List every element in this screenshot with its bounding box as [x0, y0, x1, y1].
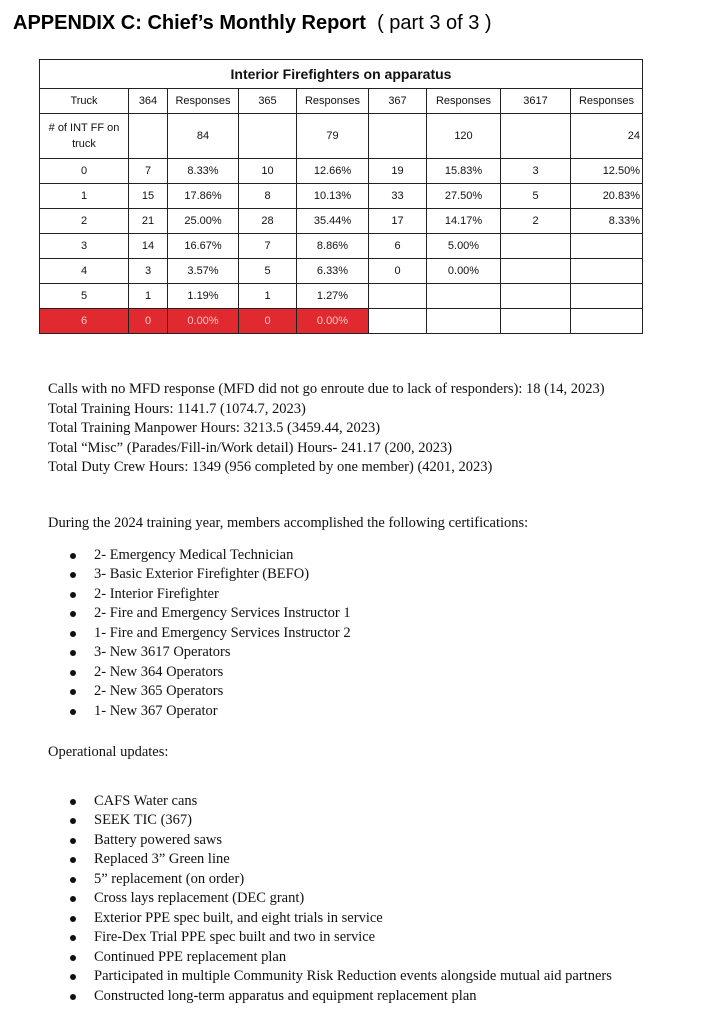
- bullet-icon: [70, 670, 76, 676]
- column-header: 367: [369, 89, 427, 114]
- column-header: Responses: [427, 89, 501, 114]
- table-cell: 6.33%: [297, 259, 369, 284]
- list-item-text: Cross lays replacement (DEC grant): [94, 890, 305, 906]
- table-cell: 33: [369, 184, 427, 209]
- list-item-text: 1- New 367 Operator: [94, 702, 218, 719]
- bullet-icon: [70, 689, 76, 695]
- list-item: [48, 565, 528, 585]
- table-cell: [369, 309, 427, 334]
- table-cell: 0: [129, 309, 168, 334]
- list-item: [48, 909, 612, 929]
- table-cell: 5: [40, 284, 129, 309]
- table-cell: 5.00%: [427, 234, 501, 259]
- list-item-text: 2- New 364 Operators: [94, 663, 224, 680]
- column-header: Responses: [571, 89, 643, 114]
- list-item-text: Fire-Dex Trial PPE spec built and two in service: [94, 929, 376, 945]
- table-cell: 1: [40, 184, 129, 209]
- int-ff-total: [501, 114, 571, 159]
- table-cell: 27.50%: [427, 184, 501, 209]
- bullet-icon: [70, 994, 76, 1000]
- table-cell: 1.19%: [168, 284, 239, 309]
- table-cell: 16.67%: [168, 234, 239, 259]
- table-cell: [501, 309, 571, 334]
- table-row: [40, 159, 643, 184]
- table-cell: 15: [129, 184, 168, 209]
- table-cell: 8: [239, 184, 297, 209]
- table-cell: 35.44%: [297, 209, 369, 234]
- table-cell: 0.00%: [297, 309, 369, 334]
- certifications-section: [48, 514, 528, 721]
- list-item: [48, 585, 528, 605]
- list-item: [48, 663, 528, 683]
- list-item: [48, 811, 612, 831]
- table-cell: 20.83%: [571, 184, 643, 209]
- bullet-icon: [70, 709, 76, 715]
- operational-heading: Operational updates:: [48, 744, 169, 760]
- table-cell: 5: [239, 259, 297, 284]
- bullet-icon: [70, 818, 76, 824]
- list-item: [48, 792, 612, 812]
- interior-firefighters-table: [39, 59, 643, 334]
- list-item: [48, 987, 612, 1007]
- table-cell: 6: [369, 234, 427, 259]
- list-item: [48, 889, 612, 909]
- table-title: Interior Firefighters on apparatus: [40, 60, 643, 89]
- table-cell: 0: [40, 159, 129, 184]
- list-item-text: Battery powered saws: [94, 831, 223, 848]
- list-item-text: 2- New 365 Operators: [94, 683, 224, 699]
- table-cell: 8.33%: [168, 159, 239, 184]
- list-item: [48, 546, 528, 566]
- int-ff-total: 84: [168, 114, 239, 159]
- table-cell: 6: [40, 309, 129, 334]
- operational-list: [48, 792, 612, 1007]
- int-ff-label: # of INT FF on truck: [40, 114, 129, 159]
- list-item-text: CAFS Water cans: [94, 792, 198, 809]
- list-item-text: 1- Fire and Emergency Services Instructor 2: [94, 624, 351, 641]
- bullet-icon: [70, 650, 76, 656]
- bullet-icon: [70, 935, 76, 941]
- column-header: 3617: [501, 89, 571, 114]
- table-cell: 0.00%: [168, 309, 239, 334]
- table-cell: 3.57%: [168, 259, 239, 284]
- list-item: [48, 643, 528, 663]
- table-cell: 4: [40, 259, 129, 284]
- table-row: [40, 284, 643, 309]
- column-header: Responses: [297, 89, 369, 114]
- list-item-text: Continued PPE replacement plan: [94, 948, 287, 965]
- table-cell: 17: [369, 209, 427, 234]
- table-cell: 3: [40, 234, 129, 259]
- column-header: 364: [129, 89, 168, 114]
- bullet-icon: [70, 857, 76, 863]
- table-cell: 1: [239, 284, 297, 309]
- list-item-text: Participated in multiple Community Risk Reduction events alongside mutual aid partners: [94, 968, 612, 984]
- table-cell: [369, 284, 427, 309]
- bullet-icon: [70, 877, 76, 883]
- table-cell: 5: [501, 184, 571, 209]
- table-row: [40, 259, 643, 284]
- list-item: [48, 967, 612, 987]
- bullet-icon: [70, 799, 76, 805]
- list-item: [48, 850, 612, 870]
- stat-line: Total “Misc” (Parades/Fill-in/Work detail) Hours- 241.17 (200, 2023): [48, 439, 453, 456]
- table-cell: 7: [239, 234, 297, 259]
- list-item-text: 2- Interior Firefighter: [94, 585, 219, 602]
- page-title: [13, 12, 492, 35]
- table-cell: 14.17%: [427, 209, 501, 234]
- table-cell: 17.86%: [168, 184, 239, 209]
- table-cell: 28: [239, 209, 297, 234]
- table-cell: 2: [40, 209, 129, 234]
- bullet-icon: [70, 974, 76, 980]
- list-item-text: 3- Basic Exterior Firefighter (BEFO): [94, 566, 310, 582]
- table-cell: 25.00%: [168, 209, 239, 234]
- list-item: [48, 624, 528, 644]
- table-cell: 10: [239, 159, 297, 184]
- bullet-icon: [70, 631, 76, 637]
- list-item: [48, 870, 612, 890]
- list-item-text: Replaced 3” Green line: [94, 851, 230, 867]
- table-cell: 21: [129, 209, 168, 234]
- list-item-text: Constructed long-term apparatus and equipment replacement plan: [94, 987, 477, 1004]
- stats-block: [48, 380, 605, 478]
- table-cell: 12.66%: [297, 159, 369, 184]
- table-cell: 10.13%: [297, 184, 369, 209]
- table-cell: 15.83%: [427, 159, 501, 184]
- list-item-text: SEEK TIC (367): [94, 812, 193, 828]
- table-cell: 1: [129, 284, 168, 309]
- table-cell: 12.50%: [571, 159, 643, 184]
- table-cell: [571, 259, 643, 284]
- table-cell: [501, 284, 571, 309]
- bullet-icon: [70, 838, 76, 844]
- column-header: Truck: [40, 89, 129, 114]
- int-ff-total: [129, 114, 168, 159]
- bullet-icon: [70, 955, 76, 961]
- table-cell: [501, 259, 571, 284]
- int-ff-total: [369, 114, 427, 159]
- table-cell: [571, 284, 643, 309]
- table-row: [40, 309, 643, 334]
- int-ff-total: 24: [571, 114, 643, 159]
- table-cell: 0: [239, 309, 297, 334]
- list-item: [48, 702, 528, 722]
- table-cell: 8.33%: [571, 209, 643, 234]
- list-item: [48, 604, 528, 624]
- list-item: [48, 948, 612, 968]
- table-cell: 0.00%: [427, 259, 501, 284]
- stat-line: Calls with no MFD response (MFD did not go enroute due to lack of responders): 18 (14, 2023): [48, 381, 605, 397]
- table-cell: 14: [129, 234, 168, 259]
- table-row: [40, 234, 643, 259]
- table-cell: 19: [369, 159, 427, 184]
- certifications-list: [48, 546, 528, 722]
- column-header: Responses: [168, 89, 239, 114]
- table-cell: 3: [501, 159, 571, 184]
- list-item-text: 2- Emergency Medical Technician: [94, 546, 294, 563]
- int-ff-total: [239, 114, 297, 159]
- table-cell: 7: [129, 159, 168, 184]
- list-item-text: 5” replacement (on order): [94, 870, 245, 887]
- table-cell: [427, 284, 501, 309]
- table-cell: [571, 234, 643, 259]
- int-ff-total: 79: [297, 114, 369, 159]
- bullet-icon: [70, 611, 76, 617]
- list-item-text: 2- Fire and Emergency Services Instructor 1: [94, 605, 351, 621]
- stat-line: Total Training Hours: 1141.7 (1074.7, 2023): [48, 400, 306, 417]
- bullet-icon: [70, 916, 76, 922]
- page-title-part: ( part 3 of 3 ): [377, 12, 492, 34]
- page-title-main: APPENDIX C: Chief’s Monthly Report: [13, 12, 366, 34]
- table-cell: 2: [501, 209, 571, 234]
- stat-line: Total Training Manpower Hours: 3213.5 (3459.44, 2023): [48, 420, 381, 436]
- table-cell: 3: [129, 259, 168, 284]
- stat-line: Total Duty Crew Hours: 1349 (956 completed by one member) (4201, 2023): [48, 459, 493, 475]
- bullet-icon: [70, 572, 76, 578]
- list-item-text: 3- New 3617 Operators: [94, 644, 231, 660]
- int-ff-total: 120: [427, 114, 501, 159]
- list-item: [48, 831, 612, 851]
- operational-section: [48, 743, 612, 1006]
- bullet-icon: [70, 592, 76, 598]
- table-cell: 0: [369, 259, 427, 284]
- table-cell: [571, 309, 643, 334]
- table-cell: [501, 234, 571, 259]
- table-cell: 8.86%: [297, 234, 369, 259]
- certifications-intro: During the 2024 training year, members accomplished the following certifications:: [48, 515, 529, 531]
- table-row: [40, 184, 643, 209]
- bullet-icon: [70, 896, 76, 902]
- list-item-text: Exterior PPE spec built, and eight trials in service: [94, 909, 383, 926]
- table-row: [40, 209, 643, 234]
- bullet-icon: [70, 553, 76, 559]
- list-item: [48, 682, 528, 702]
- list-item: [48, 928, 612, 948]
- table-cell: [427, 309, 501, 334]
- column-header: 365: [239, 89, 297, 114]
- table-cell: 1.27%: [297, 284, 369, 309]
